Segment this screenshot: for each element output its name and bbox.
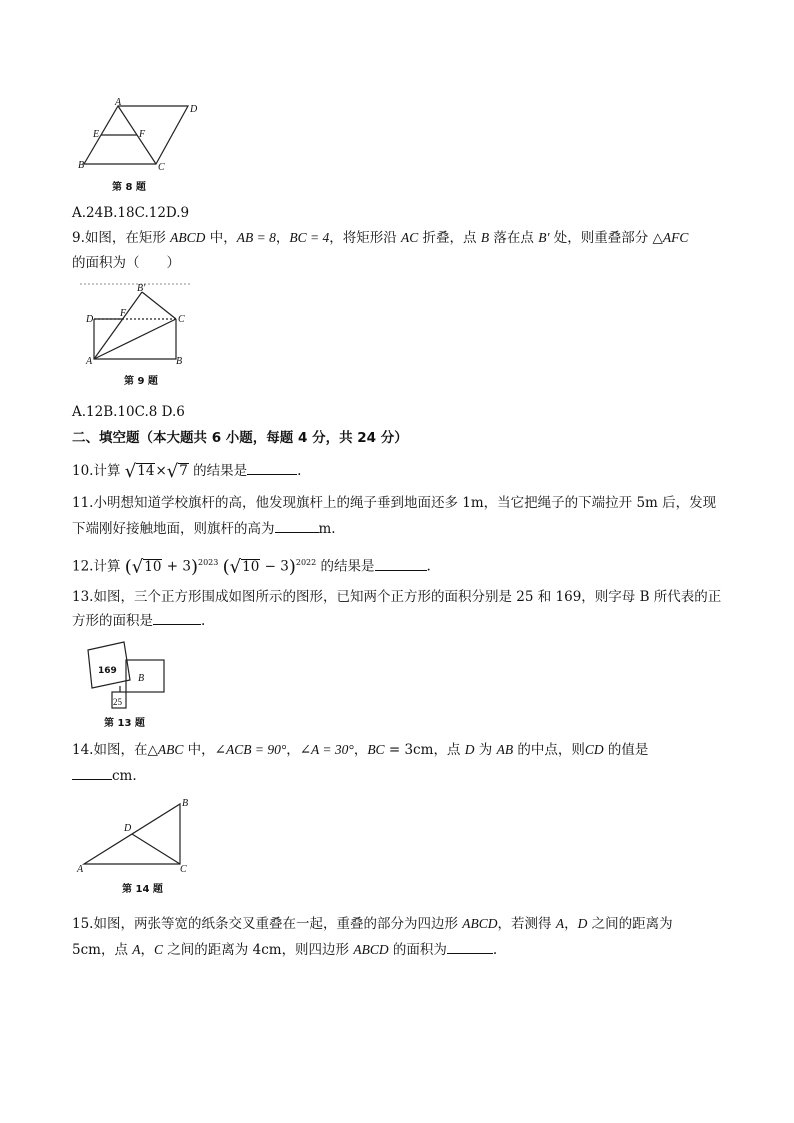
fig8-label-b: B [78, 160, 85, 171]
fig8-label-d: D [190, 104, 198, 115]
q15-answer-blank[interactable] [447, 941, 493, 954]
fig9-label-b: B [176, 356, 183, 367]
figure-8 [72, 98, 232, 198]
q13-line2: 方形的面积是 . [72, 613, 206, 629]
q14-line1: 14.如图，在△ABC 中，∠ACB = 90°，∠A = 30°，BC = 3cm，点 D 为 AB 的中点，则CD 的值是 [72, 742, 649, 758]
figure-14 [74, 796, 204, 900]
fig8-label-c: C [158, 162, 165, 173]
fig14-caption: 第 14 题 [122, 884, 163, 895]
fig8-caption: 第 8 题 [112, 182, 146, 193]
q9-options: A.12B.10C.8 D.6 [72, 404, 185, 420]
q14-answer-blank[interactable] [72, 767, 112, 780]
q11-line2: 下端刚好接触地面，则旗杆的高为 m. [72, 521, 336, 537]
q11-line1: 11.小明想知道学校旗杆的高，他发现旗杆上的绳子垂到地面还多 1m，当它把绳子的下端拉开 5m 后，发现 [72, 495, 717, 511]
fig13-label-25: 25 [113, 697, 122, 707]
fig13-caption: 第 13 题 [104, 718, 145, 729]
fig9-label-a: A [86, 356, 93, 367]
figure-9 [80, 282, 190, 390]
q8-options: A.24B.18C.12D.9 [72, 205, 190, 221]
fig13-label-169: 169 [98, 666, 117, 676]
section-2-heading: 二、填空题（本大题共 6 小题，每题 4 分，共 24 分） [72, 430, 408, 446]
fig8-label-e: E [93, 129, 100, 140]
fig9-label-d: D [86, 314, 94, 325]
fig13-label-b: B [138, 673, 145, 684]
fig9-label-c: C [178, 314, 185, 325]
q13-line1: 13.如图，三个正方形围成如图所示的图形，已知两个正方形的面积分别是 25 和 169，则字母 B 所代表的正 [72, 589, 722, 605]
figure-13 [74, 640, 186, 732]
fig14-label-d: D [124, 823, 132, 834]
q12-answer-blank[interactable] [375, 558, 427, 571]
fig14-label-b: B [182, 798, 189, 809]
q9-line1: 9.如图，在矩形 ABCD 中，AB = 8，BC = 4，将矩形沿 AC 折叠，点 B 落在点 B′ 处，则重叠部分 △AFC [72, 230, 689, 246]
fig8-label-a: A [115, 98, 122, 108]
fig9-caption: 第 9 题 [124, 376, 158, 387]
fig9-label-bprime: B' [137, 283, 146, 294]
fig14-label-c: C [180, 864, 187, 875]
q12: 12.计算 $(√10 + 3)^{2023}$ $(√10 - 3)^{2022}$ 的结果是 . [72, 556, 431, 578]
fig14-label-a: A [77, 864, 84, 875]
q9-line2: 的面积为（ ） [72, 255, 180, 271]
q10: 10.计算 √14×√7 的结果是 . [72, 461, 302, 482]
q13-answer-blank[interactable] [153, 612, 201, 625]
q15-line2: 5cm，点 A，C 之间的距离为 4cm，则四边形 ABCD 的面积为 . [72, 942, 498, 958]
q11-answer-blank[interactable] [275, 520, 319, 533]
q15-line1: 15.如图，两张等宽的纸条交叉重叠在一起，重叠的部分为四边形 ABCD，若测得 A，D 之间的距离为 [72, 916, 673, 932]
fig9-label-f: F [120, 308, 127, 319]
fig8-label-f: F [139, 129, 146, 140]
q10-answer-blank[interactable] [247, 462, 297, 475]
q14-line2: cm. [72, 767, 137, 785]
